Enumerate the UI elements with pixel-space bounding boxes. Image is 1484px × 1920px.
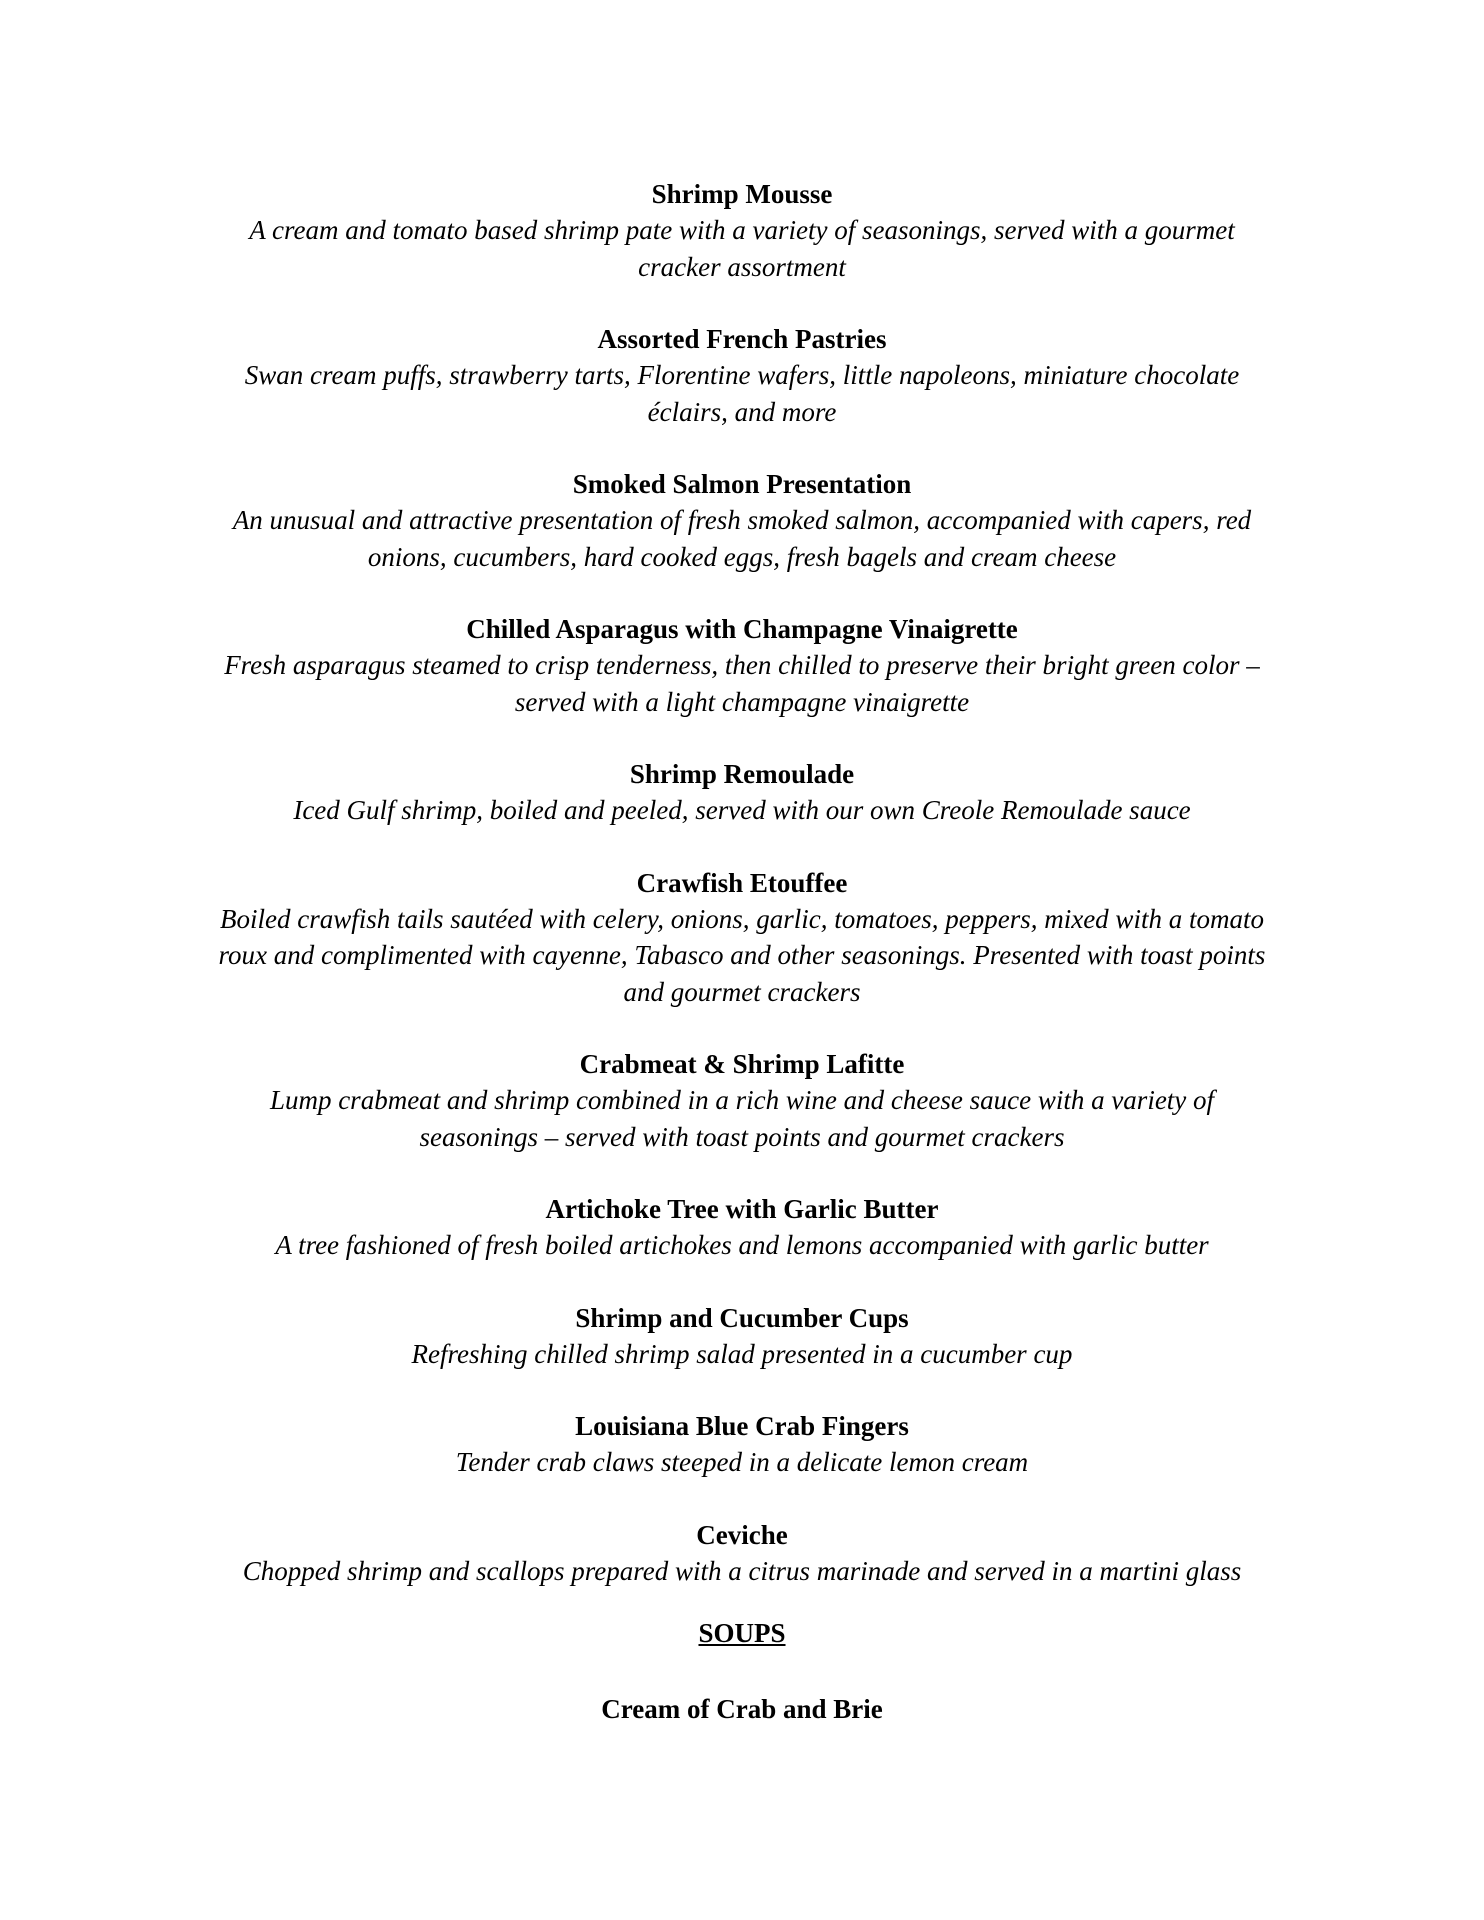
item-description-line: Refreshing chilled shrimp salad presented in a cucumber cup <box>411 1338 1073 1369</box>
menu-item <box>160 1517 1324 1590</box>
menu-item <box>160 1300 1324 1373</box>
item-name: Artichoke Tree with Garlic Butter <box>545 1194 939 1224</box>
section-heading-soups: SOUPS <box>698 1618 786 1648</box>
item-name: Crawfish Etouffee <box>636 867 848 898</box>
item-name: Smoked Salmon Presentation <box>572 469 912 499</box>
menu-item <box>160 466 1324 575</box>
menu-item <box>160 321 1324 430</box>
item-name: Chilled Asparagus with Champagne Vinaigrette <box>466 614 1018 644</box>
menu-item <box>160 1691 1324 1727</box>
item-description-line: A cream and tomato based shrimp pate with a variety of seasonings, served with a gourmet <box>249 215 1235 245</box>
menu-item <box>160 1408 1324 1481</box>
menu-item <box>160 611 1324 720</box>
item-description-line: onions, cucumbers, hard cooked eggs, fresh bagels and cream cheese <box>367 541 1117 572</box>
item-description-line: éclairs, and more <box>647 396 837 427</box>
item-name: Shrimp Mousse <box>651 179 833 209</box>
menu-item <box>160 865 1324 1011</box>
item-description-line: Iced Gulf shrimp, boiled and peeled, served with our own Creole Remoulade sauce <box>293 795 1191 825</box>
item-description-line: Lump crabmeat and shrimp combined in a rich wine and cheese sauce with a variety of <box>269 1085 1215 1115</box>
item-description-line: and gourmet crackers <box>623 976 861 1007</box>
menu-item <box>160 176 1324 285</box>
item-description-line: An unusual and attractive presentation of fresh smoked salmon, accompanied with capers, red <box>232 505 1252 535</box>
item-name: Louisiana Blue Crab Fingers <box>575 1411 909 1441</box>
item-description-line: Boiled crawfish tails sautéed with celery, onions, garlic, tomatoes, peppers, mixed with a tomato <box>220 903 1264 934</box>
item-description-line: roux and complimented with cayenne, Tabasco and other seasonings. Presented with toast points <box>218 940 1266 970</box>
item-description-line: seasonings – served with toast points and gourmet crackers <box>419 1121 1065 1152</box>
item-name: Assorted French Pastries <box>597 324 887 354</box>
item-description-line: A tree fashioned of fresh boiled artichokes and lemons accompanied with garlic butter <box>275 1230 1209 1260</box>
item-name: Crabmeat & Shrimp Lafitte <box>579 1049 905 1079</box>
menu-item <box>160 1046 1324 1155</box>
item-name: Shrimp Remoulade <box>629 759 855 789</box>
item-description-line: Chopped shrimp and scallops prepared with a citrus marinade and served in a martini glass <box>242 1555 1242 1586</box>
item-description-line: Tender crab claws steeped in a delicate lemon cream <box>455 1447 1029 1477</box>
item-description-line: served with a light champagne vinaigrette <box>514 686 970 717</box>
menu-item <box>160 756 1324 829</box>
item-name: Shrimp and Cucumber Cups <box>575 1302 909 1333</box>
menu-content <box>160 176 1324 1763</box>
item-name: Cream of Crab and Brie <box>601 1694 883 1724</box>
menu-item <box>160 1191 1324 1264</box>
item-description-line: Swan cream puffs, strawberry tarts, Florentine wafers, little napoleons, miniature chocolate <box>244 360 1240 390</box>
item-description-line: Fresh asparagus steamed to crisp tenderness, then chilled to preserve their bright green color – <box>224 650 1260 680</box>
item-name: Ceviche <box>696 1519 788 1550</box>
item-description-line: cracker assortment <box>638 251 846 282</box>
